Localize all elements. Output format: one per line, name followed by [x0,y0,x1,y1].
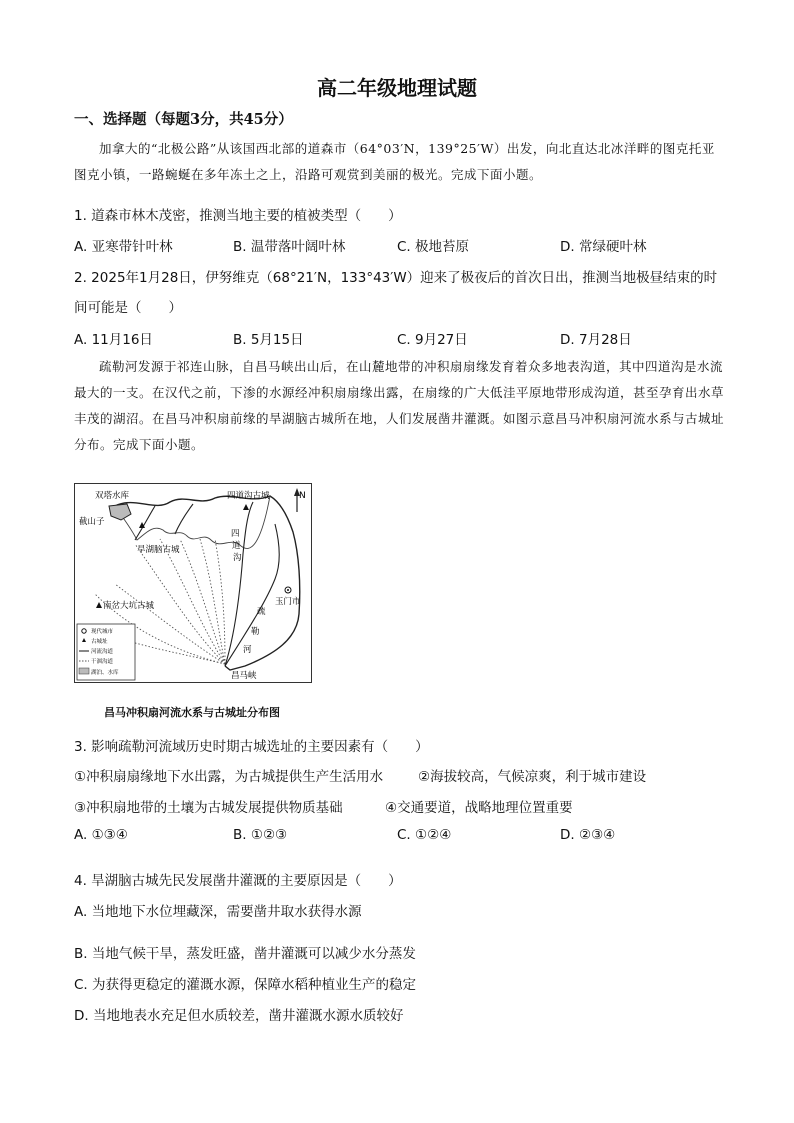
q3-statement-2: ②海拔较高，气候凉爽，利于城市建设 [418,769,647,785]
q3-statement-3: ③冲积扇地带的土壤为古城发展提供物质基础 [74,800,343,816]
channel-char-1: 四 [231,529,240,539]
label-changma-gorge: 昌马峡 [231,671,257,681]
label-hanhunao-city: 旱湖脑古城 [137,545,180,555]
page-title: 高二年级地理试题 [317,76,477,100]
river-char-2: 勒 [251,627,260,637]
q1-option-b[interactable]: B. 温带落叶阔叶林 [233,239,346,255]
q3-statement-4: ④交通要道，战略地理位置重要 [385,800,573,816]
label-reservoir: 双塔水库 [95,491,130,501]
q2-option-b[interactable]: B. 5月15日 [233,332,304,348]
fan-outline [115,496,300,670]
north-label: N [299,491,306,501]
q3-option-c[interactable]: C. ①②④ [397,827,452,843]
intro-passage-1: 加拿大的“北极公路”从该国西北部的道森市（64°03′N，139°25′W）出发，向北直达北冰洋畔的图克托亚图克小镇，一路蜿蜒在多年冻土之上，沿路可观赏到美丽的极光。完成下面小题。 [74,141,715,182]
river-channels [135,502,279,666]
q1-option-d[interactable]: D. 常绿硬叶林 [560,239,647,255]
q3-option-a[interactable]: A. ①③④ [74,827,128,843]
q2-option-a[interactable]: A. 11月16日 [74,332,153,348]
question-4-stem: 4. 旱湖脑古城先民发展凿井灌溉的主要原因是（ ） [74,873,402,889]
q3-option-d[interactable]: D. ②③④ [560,827,616,843]
label-nancha-city: 南岔大坑古城 [103,601,155,611]
q4-option-b[interactable]: B. 当地气候干旱，蒸发旺盛，凿井灌溉可以减少水分蒸发 [74,946,416,962]
ancient-city-marker-3 [96,602,102,608]
q3-statement-1: ①冲积扇扇缘地下水出露，为古城提供生产生活用水 [74,769,384,785]
river-char-3: 河 [243,645,252,655]
channel-char-2: 道 [232,541,241,551]
question-2-stem-line1: 2. 2025年1月28日，伊努维克（68°21′N，133°43′W）迎来了极夜后的首次日出，推测当地极昼结束的时 [74,270,718,286]
label-yumen-city: 玉门市 [275,597,301,607]
legend-river: 河流沟道 [91,649,114,655]
q1-option-c[interactable]: C. 极地苔原 [397,239,470,255]
label-sidaogou-city: 四道沟古城 [227,491,270,501]
channel-char-3: 沟 [233,553,242,563]
q4-option-a[interactable]: A. 当地地下水位埋藏深，需要凿井取水获得水源 [74,904,362,920]
q1-option-a[interactable]: A. 亚寒带针叶林 [74,239,173,255]
alluvial-fan-map [74,483,312,683]
question-3-stem: 3. 影响疏勒河流域历史时期古城选址的主要因素有（ ） [74,739,429,755]
ancient-city-marker-1 [243,504,249,510]
question-1-stem: 1. 道森市林木茂密，推测当地主要的植被类型（ ） [74,208,402,224]
river-char-1: 疏 [257,607,266,617]
section-heading: 一、选择题（每题3分，共45分） [74,111,293,128]
figure-caption: 昌马冲积扇河流水系与古城址分布图 [104,706,280,719]
q2-option-c[interactable]: C. 9月27日 [397,332,468,348]
legend-ancient-city: 古城址 [91,639,108,645]
legend-modern-city: 现代城市 [91,629,114,635]
q4-option-c[interactable]: C. 为获得更稳定的灌溉水源，保障水稻种植业生产的稳定 [74,977,417,993]
label-mountain: 截山子 [79,517,105,527]
legend-lake: 湖泊、水库 [91,670,119,676]
q2-option-d[interactable]: D. 7月28日 [560,332,632,348]
q3-option-b[interactable]: B. ①②③ [233,827,288,843]
question-2-stem-line2: 间可能是（ ） [74,300,182,316]
map-figure [75,484,311,682]
q4-option-d[interactable]: D. 当地地表水充足但水质较差，凿井灌溉水源水质较好 [74,1008,404,1024]
legend-dry-channel: 干涸沟道 [91,659,114,665]
reservoir-shape [109,504,131,520]
intro-passage-2: 疏勒河发源于祁连山脉，自昌马峡出山后，在山麓地带的冲积扇扇缘发育着众多地表沟道，其中四道沟是水流最大的一支。在汉代之前，下渗的水源经冲积扇扇缘出露，在扇缘的广大低洼平原地带形成沟道，甚至孕育出水草丰茂的湖沼。在昌马冲积扇前缘的旱湖脑古城所在地，人们发展凿井灌溉。如图示意昌马冲积扇河流水系与古城址分布。完成下面小题。 [74,359,725,452]
